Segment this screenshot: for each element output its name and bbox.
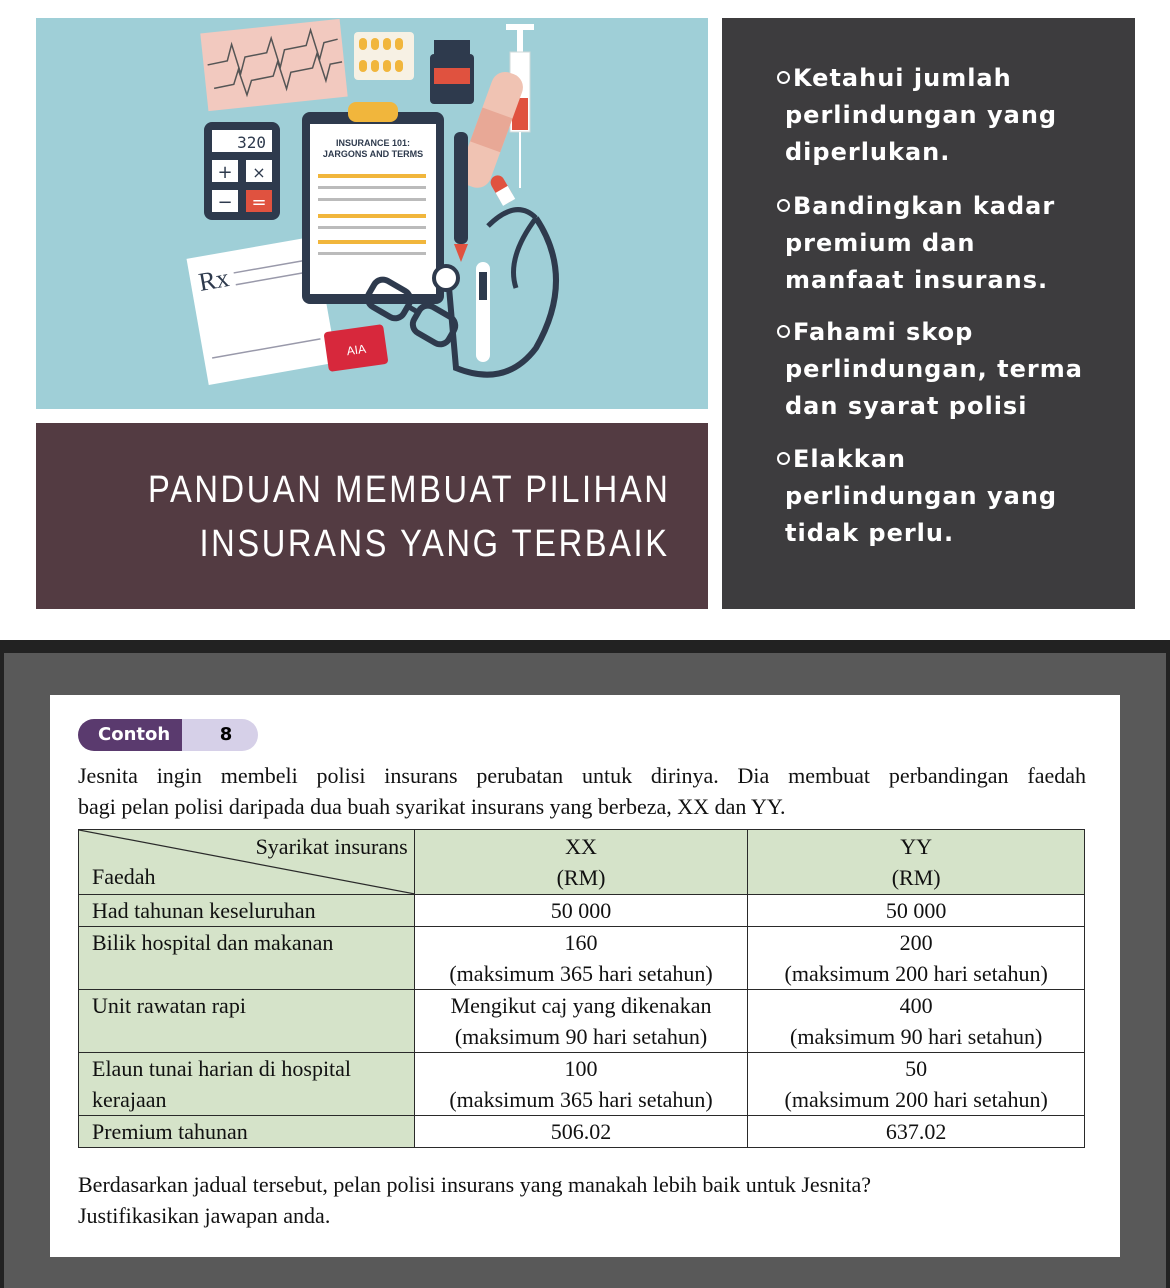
tip-text: dan syarat polisi [785,392,1028,420]
capsule-icon [488,173,515,206]
ecg-chart-icon [200,19,347,111]
row-label: Bilik hospital dan makanan [79,927,415,990]
cell-xx: 506.02 [414,1116,748,1148]
svg-text:=: = [251,192,267,213]
question-line: Berdasarkan jadual tersebut, pelan polisi insurans yang manakah lebih baik untuk Jesnita? [78,1172,871,1197]
infographic-slide [0,0,1170,640]
cell-xx: 50 000 [414,895,748,927]
slide-title-line-2: INSURANS YANG TERBAIK [199,523,670,565]
svg-text:JARGONS AND TERMS: JARGONS AND TERMS [322,149,424,159]
svg-text:+: + [217,162,233,183]
tips-panel [722,18,1135,609]
cell-xx: 100 (maksimum 365 hari setahun) [414,1053,748,1116]
cell-yy: 50 (maksimum 200 hari setahun) [748,1053,1085,1116]
tip-text: Elakkan [793,445,907,473]
medicine-bottle-icon [430,40,474,104]
svg-text:AIA: AIA [345,341,367,359]
corner-top-label: Syarikat insurans [255,834,408,859]
corner-bottom-label: Faedah [92,864,156,889]
cell-yy: 400 (maksimum 90 hari setahun) [748,990,1085,1053]
column-header-xx: XX (RM) [414,830,748,895]
tip-text: perlindungan yang [785,101,1058,129]
circle-bullet-icon [777,199,790,212]
example-question [78,1169,1086,1231]
row-label: Elaun tunai harian di hospital kerajaan [79,1053,415,1116]
clipboard-icon [302,102,444,304]
circle-bullet-icon [777,452,790,465]
cell-yy: 200 (maksimum 200 hari setahun) [748,927,1085,990]
medical-items-illustration [36,18,708,409]
aia-card-icon [324,324,389,372]
stethoscope-icon [434,210,556,375]
cell-xx: 160 (maksimum 365 hari setahun) [414,927,748,990]
circle-bullet-icon [777,71,790,84]
table-row [79,895,1085,927]
tip-text: premium dan [785,229,976,257]
table-row [79,1116,1085,1148]
slide-title-line-1: PANDUAN MEMBUAT PILIHAN [147,469,670,511]
cell-xx: Mengikut caj yang dikenakan (maksimum 90 hari setahun) [414,990,748,1053]
svg-text:×: × [252,163,266,182]
row-label: Premium tahunan [79,1116,415,1148]
tip-text: tidak perlu. [785,519,955,547]
example-label: Contoh [78,719,186,751]
pill-blister-icon [354,32,414,80]
thermometer-icon [476,262,490,362]
slide-title-box [36,423,708,609]
table-header-row [79,830,1085,895]
example-intro [78,760,1086,822]
tip-text: Bandingkan kadar [793,192,1056,220]
tip-text: perlindungan yang [785,482,1058,510]
column-header-yy: YY (RM) [748,830,1085,895]
intro-line: Jesnita ingin membeli polisi insurans perubatan untuk dirinya. Dia membuat perbandingan faedah [78,763,1086,788]
tip-item [722,188,1135,299]
question-line: Justifikasikan jawapan anda. [78,1203,331,1228]
svg-text:Rx: Rx [196,263,232,297]
tip-item [722,60,1135,171]
svg-text:INSURANCE 101:: INSURANCE 101: [335,138,411,148]
intro-line: bagi pelan polisi daripada dua buah syarikat insurans yang berbeza, XX dan YY. [78,794,786,819]
svg-text:320: 320 [237,133,266,152]
example-number: 8 [182,719,258,751]
cell-yy: 637.02 [748,1116,1085,1148]
tip-text: Fahami skop [793,318,974,346]
table-row [79,927,1085,990]
table-row [79,990,1085,1053]
cell-yy: 50 000 [748,895,1085,927]
insurance-illustration [36,18,708,409]
row-label: Unit rawatan rapi [79,990,415,1053]
tip-text: diperlukan. [785,138,951,166]
table-row [79,1053,1085,1116]
pen-icon [454,132,468,262]
comparison-table [78,829,1085,1148]
circle-bullet-icon [777,325,790,338]
example-label-badge [78,719,258,751]
calculator-icon [204,122,280,220]
tip-text: manfaat insurans. [785,266,1049,294]
table-corner-cell [79,830,415,895]
tip-text: perlindungan, terma [785,355,1083,383]
tip-item [722,314,1135,425]
svg-text:−: − [217,192,233,213]
row-label: Had tahunan keseluruhan [79,895,415,927]
tip-item [722,441,1135,552]
tip-text: Ketahui jumlah [793,64,1012,92]
